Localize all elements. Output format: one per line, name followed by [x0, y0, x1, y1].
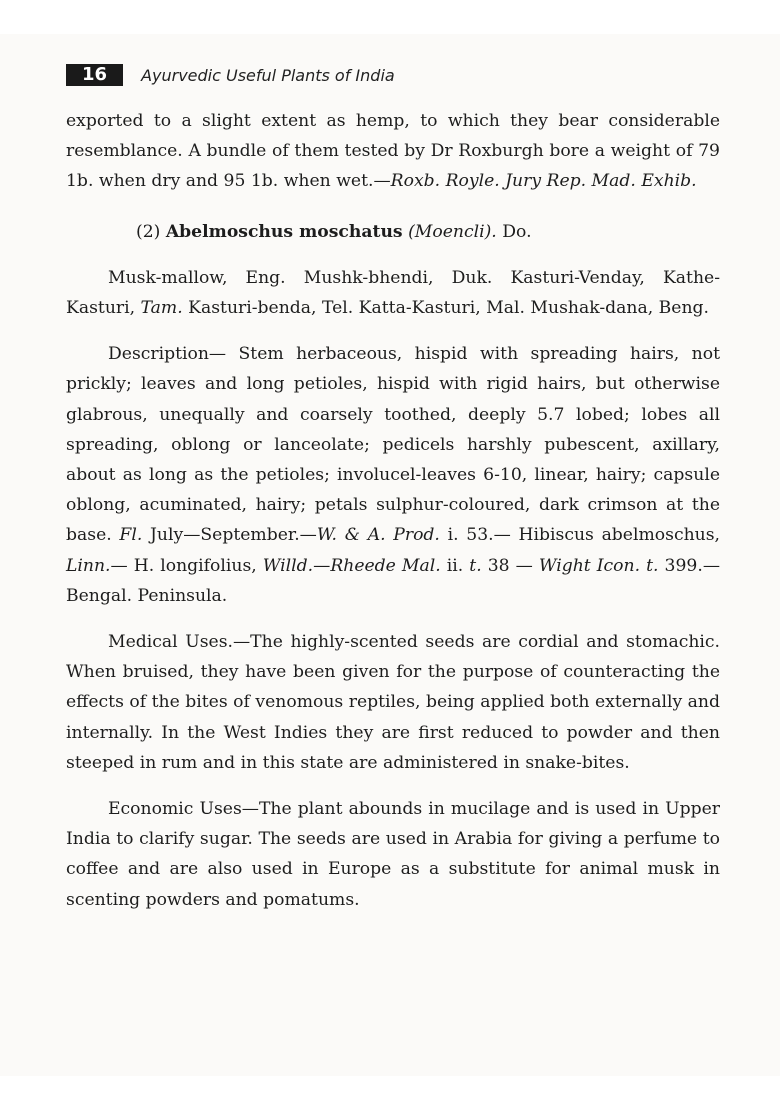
page-number: 16: [66, 64, 123, 86]
intro-paragraph: [66, 106, 720, 197]
desc-text-3: i. 53.— Hibiscus abelmoschus,: [439, 525, 720, 546]
intro-text: exported to a slight extent as hemp, to which they bear considerable resemblance. A bundle of them tested by Dr Roxburgh bore a weight of 79 1b. when dry and 95 1b. when wet.—: [66, 111, 720, 192]
desc-linn: Linn.: [66, 555, 111, 576]
desc-rheede: Rheede Mal.: [330, 555, 441, 576]
vernacular-names: [66, 263, 720, 323]
description-paragraph: [66, 339, 720, 611]
species-heading: [66, 217, 720, 247]
desc-text-7: 38 —: [481, 555, 539, 576]
top-margin: [0, 0, 780, 34]
running-title: Ayurvedic Useful Plants of India: [141, 65, 395, 85]
bottom-margin: [0, 1076, 780, 1108]
desc-text-1: Description— Stem herbaceous, hispid with spreading hairs, not prickly; leaves and long petioles, hispid with rigid hairs, but otherwise glabrous, unequally and coarsely toothed, deeply 5.7 lobed; lobes all spreading, oblong or lanceolate; pedicels harshly pubescent, axillary, about as long as the petioles; involucel-leaves 6-10, linear, hairy; capsule oblong, acuminated, hairy; petals sulphur-coloured, dark crimson at the base.: [66, 344, 720, 546]
names-tam: Tam.: [140, 298, 183, 319]
names-text-2: Kasturi-benda, Tel. Katta-Kasturi, Mal. Mushak-dana, Beng.: [182, 298, 709, 319]
desc-text-2: July—September.—: [142, 525, 317, 546]
page-header: [66, 64, 395, 86]
desc-text-8: 399.— Bengal. Peninsula.: [66, 555, 721, 606]
species-name: Abelmoschus moschatus: [165, 221, 403, 242]
medical-uses-paragraph: Medical Uses.—The highly-scented seeds are cordial and stomachic. When bruised, they have been given for the purpose of counteracting the effects of the bites of venomous reptiles, being applied both externally and internally. In the West Indies they are first reduced to powder and then steeped in rum and in this state are administered in snake-bites.: [66, 632, 720, 773]
desc-willd: Willd.: [262, 555, 314, 576]
desc-wight: Wight Icon. t.: [538, 555, 659, 576]
species-suffix: Do.: [496, 221, 532, 242]
economic-uses-paragraph: Economic Uses—The plant abounds in mucilage and is used in Upper India to clarify sugar. The seeds are used in Arabia for giving a perfume to coffee and are also used in Europe as a substitute for animal musk in scenting powders and pomatums.: [66, 799, 720, 910]
species-author: (Moencli).: [402, 221, 497, 242]
names-text-1: Musk-mallow, Eng. Mushk-bhendi, Duk. Kasturi-Venday, Kathe-Kasturi,: [66, 267, 720, 319]
desc-text-6: ii.: [440, 555, 470, 576]
desc-wa: W. & A. Prod.: [316, 525, 440, 546]
desc-text-4: — H. longifolius,: [110, 555, 263, 576]
species-number: (2): [136, 221, 166, 242]
desc-fl: Fl.: [119, 525, 143, 546]
intro-citation: Roxb. Royle. Jury Rep. Mad. Exhib.: [390, 171, 697, 192]
page-body: [66, 106, 720, 915]
desc-t: t.: [469, 555, 482, 576]
desc-text-5: —: [313, 555, 331, 576]
